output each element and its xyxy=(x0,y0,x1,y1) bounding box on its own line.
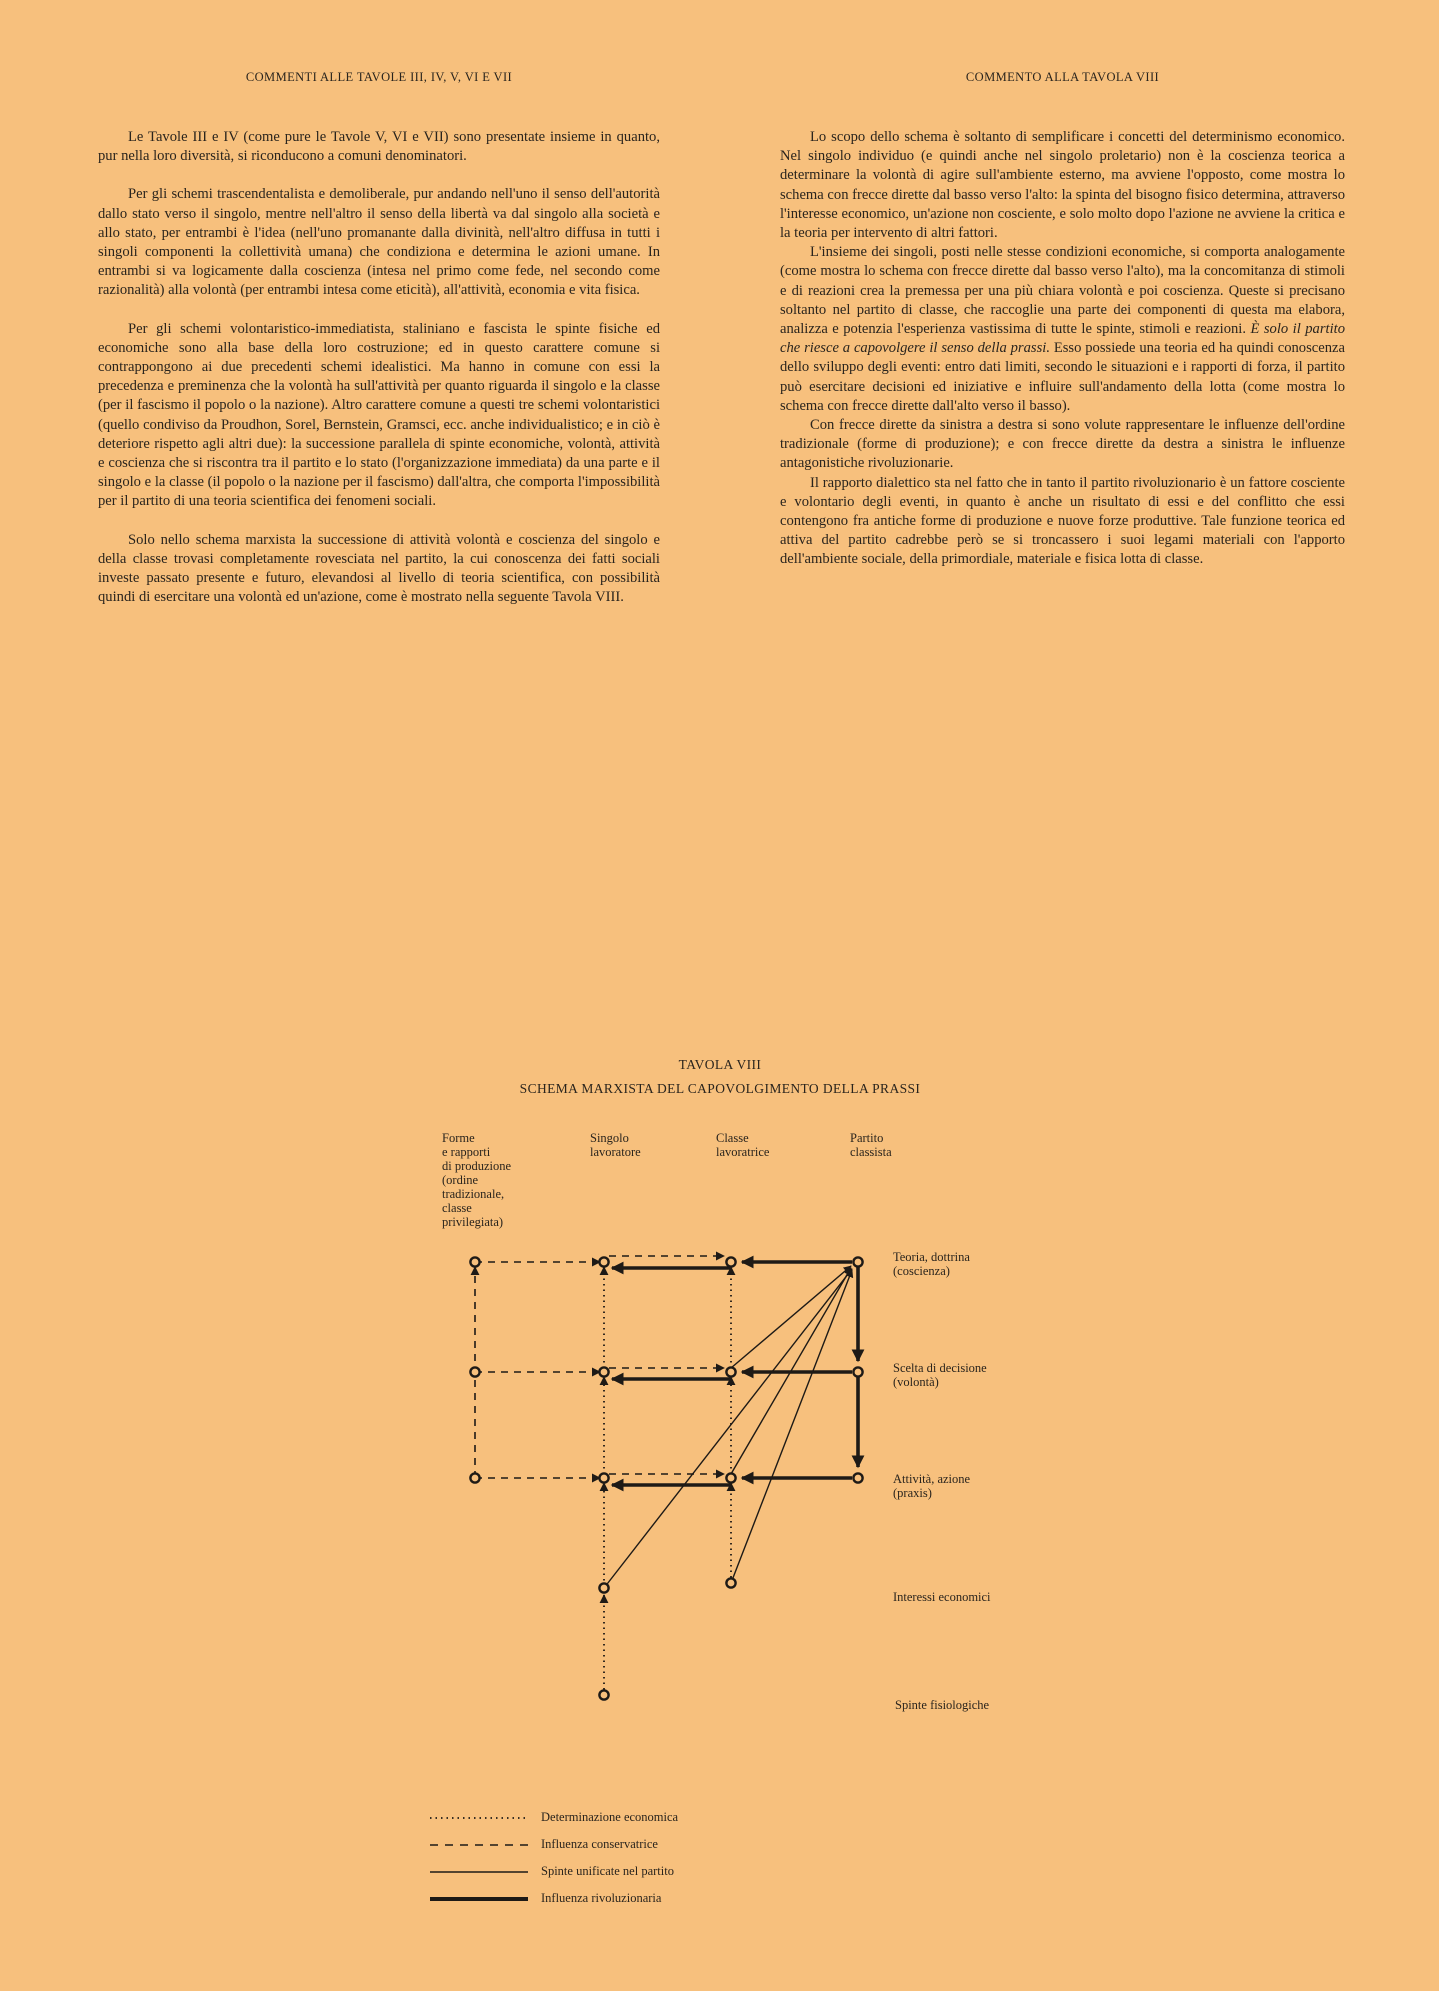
left-paragraph-3: Per gli schemi volontaristico-immediatista, staliniano e fascista le spinte fisiche ed economiche sono alla base della loro costruzione; ed in questo carattere comune si contrappongono ai due precedenti schemi idealistici. Ma hanno in comune con essi la precedenza e preminenza che la volontà ha sull'attività per quanto riguarda il singolo e la classe (per il fascismo il popolo o la nazione). Altro carattere comune a questi tre schemi volontaristici (quello condiviso da Proudhon, Sorel, Bernstein, Gramsci, ecc. anche individualistico; e in ciò è deteriore rispetto agli altri due): la successione parallela di spinte economiche, volontà, attività e coscienza che si riscontra tra il partito e lo stato (l'organizzazione immediata) da una parte e il singolo e la classe (il popolo o la nazione per il fascismo) dall'altra, che comporta l'impossibilità per il partito di una teoria scientifica dei fenomeni sociali. xyxy=(98,320,660,510)
left-paragraph-4: Solo nello schema marxista la successione di attività volontà e coscienza del singolo e della classe trovasi completamente rovesciata nel partito, la cui conoscenza dei fatti sociali investe passato presente e futuro, elevandosi al livello di teoria scientifica, con possibilità quindi di esercitare una volontà ed un'azione, come è mostrato nella seguente Tavola VIII. xyxy=(98,531,660,606)
right-paragraph-3: Con frecce dirette da sinistra a destra si sono volute rappresentare le influenze dell'ordine tradizionale (forme di produzione); e con frecce dirette da destra a sinistra le influenze antagonistiche rivoluzionarie. xyxy=(780,417,1345,472)
right-column-heading: COMMENTO ALLA TAVOLA VIII xyxy=(965,70,1160,84)
row-label-interessi: Interessi economici xyxy=(893,1590,991,1604)
dotted-economic-lines xyxy=(604,1267,731,1695)
right-paragraph-4: Il rapporto dialettico sta nel fatto che in tanto il partito rivoluzionario è un fattore cosciente e volontario degli eventi, in quanto è anche un risultato di essi e del conflitto che essi contengono fra antiche forme di produzione e nuove forze produttive. Tale funzione teorica ed attiva del partito cadrebbe però se si troncassero i suoi legami materiali con l'apporto dell'ambiente sociale, della primordiale, materiale e fisica lotta di classe. xyxy=(780,474,1345,568)
header-classe-text: Classe lavoratrice xyxy=(716,1131,770,1159)
legend-spinte-unificate: Spinte unificate nel partito xyxy=(541,1864,674,1878)
right-paragraph-2-end: Esso possiede una teoria ed ha quindi conoscenza dello sviluppo degli eventi: entro dati limiti, secondo le situazioni e i rapporti di forza, il partito può esercitare decisioni ed iniziative e influire sull'andamento della lotta (come mostra lo schema con frecce dirette dall'alto verso il basso). xyxy=(780,340,1345,414)
tavola-subtitle: SCHEMA MARXISTA DEL CAPOVOLGIMENTO DELLA PRASSI xyxy=(519,1081,921,1096)
tavola-title: TAVOLA VIII xyxy=(678,1057,762,1072)
right-paragraph-2-start: L'insieme dei singoli, posti nelle stesse condizioni economiche, si comporta analogamente (come mostra lo schema con frecce dirette dal basso verso l'alto), ma la concomitanza di stimoli e di reazioni crea la premessa per una più chiara volontà e poi coscienza. Queste si precisano soltanto nel partito di classe, che raccoglie una parte dei componenti di questa ma elabora, analizza e potenzia l'esperienza vastissima di tutte le spinte, stimoli e reazioni. xyxy=(780,244,1345,338)
legend-determinazione: Determinazione economica xyxy=(541,1810,679,1824)
row-label-scelta-text: Scelta di decisione (volontà) xyxy=(893,1361,987,1389)
row-label-teoria-text: Teoria, dottrina (coscienza) xyxy=(893,1250,970,1278)
legend-rivoluzionaria: Influenza rivoluzionaria xyxy=(541,1891,662,1905)
dashed-conservative-lines xyxy=(475,1256,724,1478)
header-singolo-text: Singolo lavoratore xyxy=(590,1131,641,1159)
header-forme-text: Forme e rapporti di produzione (ordine tradizionale, classe privilegiata) xyxy=(442,1131,512,1229)
left-column-heading: COMMENTI ALLE TAVOLE III, IV, V, VI E VII xyxy=(245,70,513,84)
left-paragraph-2: Per gli schemi trascendentalista e demoliberale, pur andando nell'uno il senso dell'autorità dallo stato verso il singolo, mentre nell'altro il senso della libertà va dal singolo alla società e allo stato, per entrambi è l'idea (nell'uno promanante dalla divinità, nell'altro diffusa in tutti i singoli componenti la collettività umana) che condiziona e determina le azioni umane. In entrambi si va logicamente dalla coscienza (intesa nel primo come fede, nel secondo come razionalità) alla volontà (per entrambi intesa come eticità), all'attività, economia e vita fisica. xyxy=(98,186,660,299)
legend-lines xyxy=(430,1818,528,1899)
left-paragraph-1: Le Tavole III e IV (come pure le Tavole V, VI e VII) sono presentate insieme in quanto, pur nella loro diversità, si riconducono a comuni denominatori. xyxy=(98,129,660,165)
right-paragraph-2-italic: È solo il partito che riesce a capovolgere il senso della prassi. xyxy=(780,321,1345,357)
thin-unified-lines xyxy=(604,1266,852,1588)
legend-conservatrice: Influenza conservatrice xyxy=(541,1837,658,1851)
right-paragraph-1: Lo scopo dello schema è soltanto di semplificare i concetti del determinismo economico. Nel singolo individuo (e quindi anche nel singolo proletario) non è la coscienza teorica a determinare la volontà di agire sull'ambiente esterno, ma avviene l'opposto, come mostra lo schema con frecce dirette dal basso verso l'alto: la spinta del bisogno fisico determina, attraverso l'interesse economico, un'azione non cosciente, e solo molto dopo l'azione ne avviene la critica e la teoria per intervento di altri fattori. xyxy=(780,129,1345,242)
header-partito-text: Partito classista xyxy=(850,1131,892,1159)
row-label-spinte: Spinte fisiologiche xyxy=(895,1698,990,1712)
row-label-attivita-text: Attività, azione (praxis) xyxy=(893,1472,971,1500)
